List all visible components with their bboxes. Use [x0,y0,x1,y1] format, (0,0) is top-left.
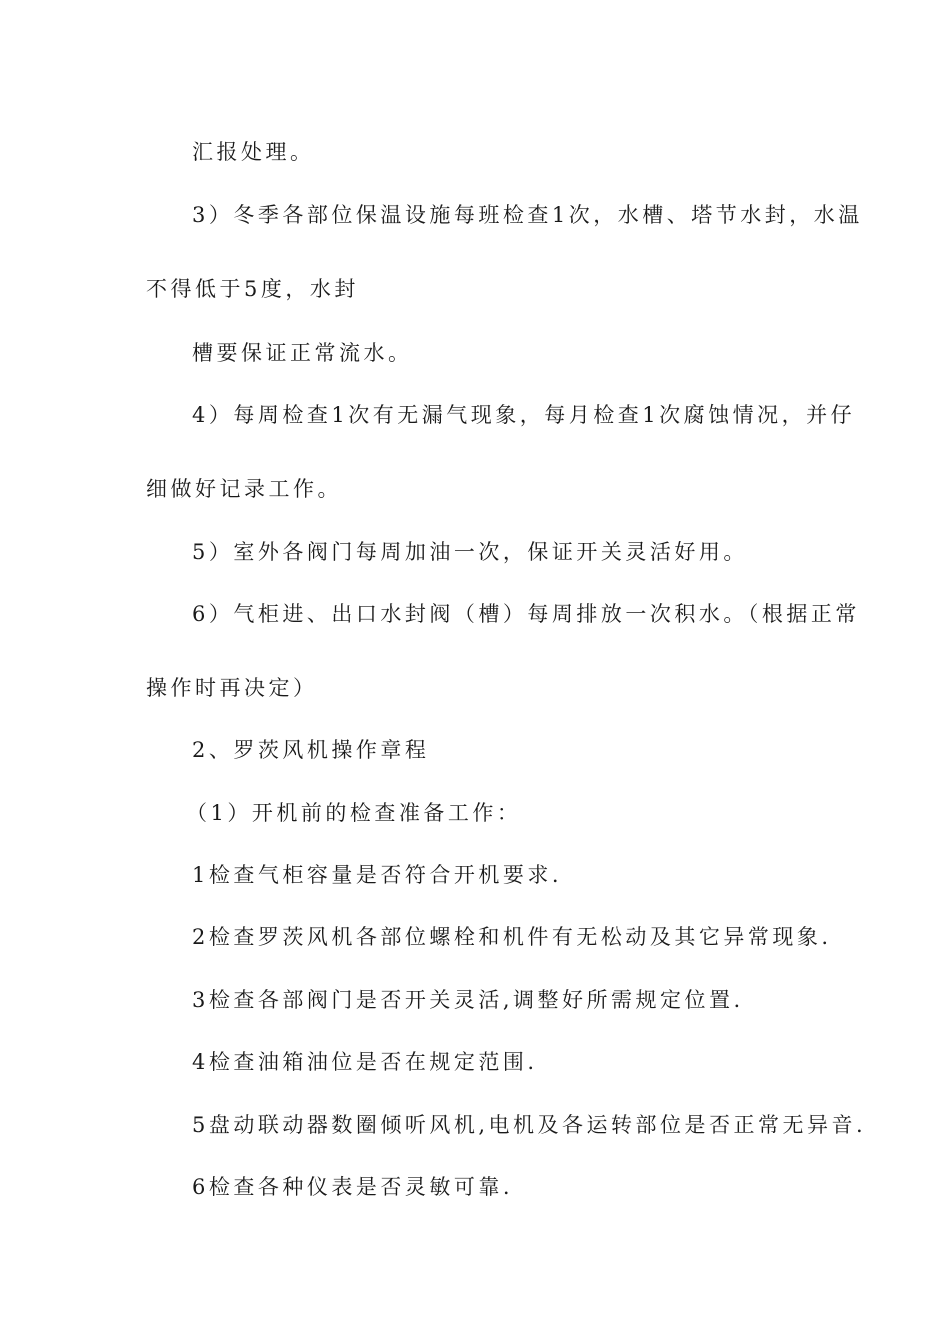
list-item: 5盘动联动器数圈倾听风机,电机及各运转部位是否正常无异音. [192,1113,867,1137]
subsection-heading: （1）开机前的检查准备工作： [186,801,522,825]
text-line: 汇报处理。 [192,140,315,164]
text-line: 6）气柜进、出口水封阀（槽）每周排放一次积水。（根据正常 [192,602,860,626]
list-item: 3检查各部阀门是否开关灵活,调整好所需规定位置. [192,988,744,1012]
text-line: 细做好记录工作。 [146,477,342,501]
text-line: 槽要保证正常流水。 [192,341,413,365]
text-line: 操作时再决定） [146,676,318,700]
list-item: 2检查罗茨风机各部位螺栓和机件有无松动及其它异常现象. [192,925,832,949]
text-line: 5）室外各阀门每周加油一次，保证开关灵活好用。 [192,540,748,564]
text-line: 3）冬季各部位保温设施每班检查1次，水槽、塔节水封，水温 [192,203,863,227]
list-item: 4检查油箱油位是否在规定范围. [192,1050,538,1074]
list-item: 1检查气柜容量是否符合开机要求. [192,863,563,887]
text-line: 不得低于5度，水封 [146,277,359,301]
list-item: 6检查各种仪表是否灵敏可靠. [192,1175,514,1199]
section-heading: 2、罗茨风机操作章程 [192,738,430,762]
text-line: 4）每周检查1次有无漏气现象，每月检查1次腐蚀情况，并仔 [192,403,856,427]
